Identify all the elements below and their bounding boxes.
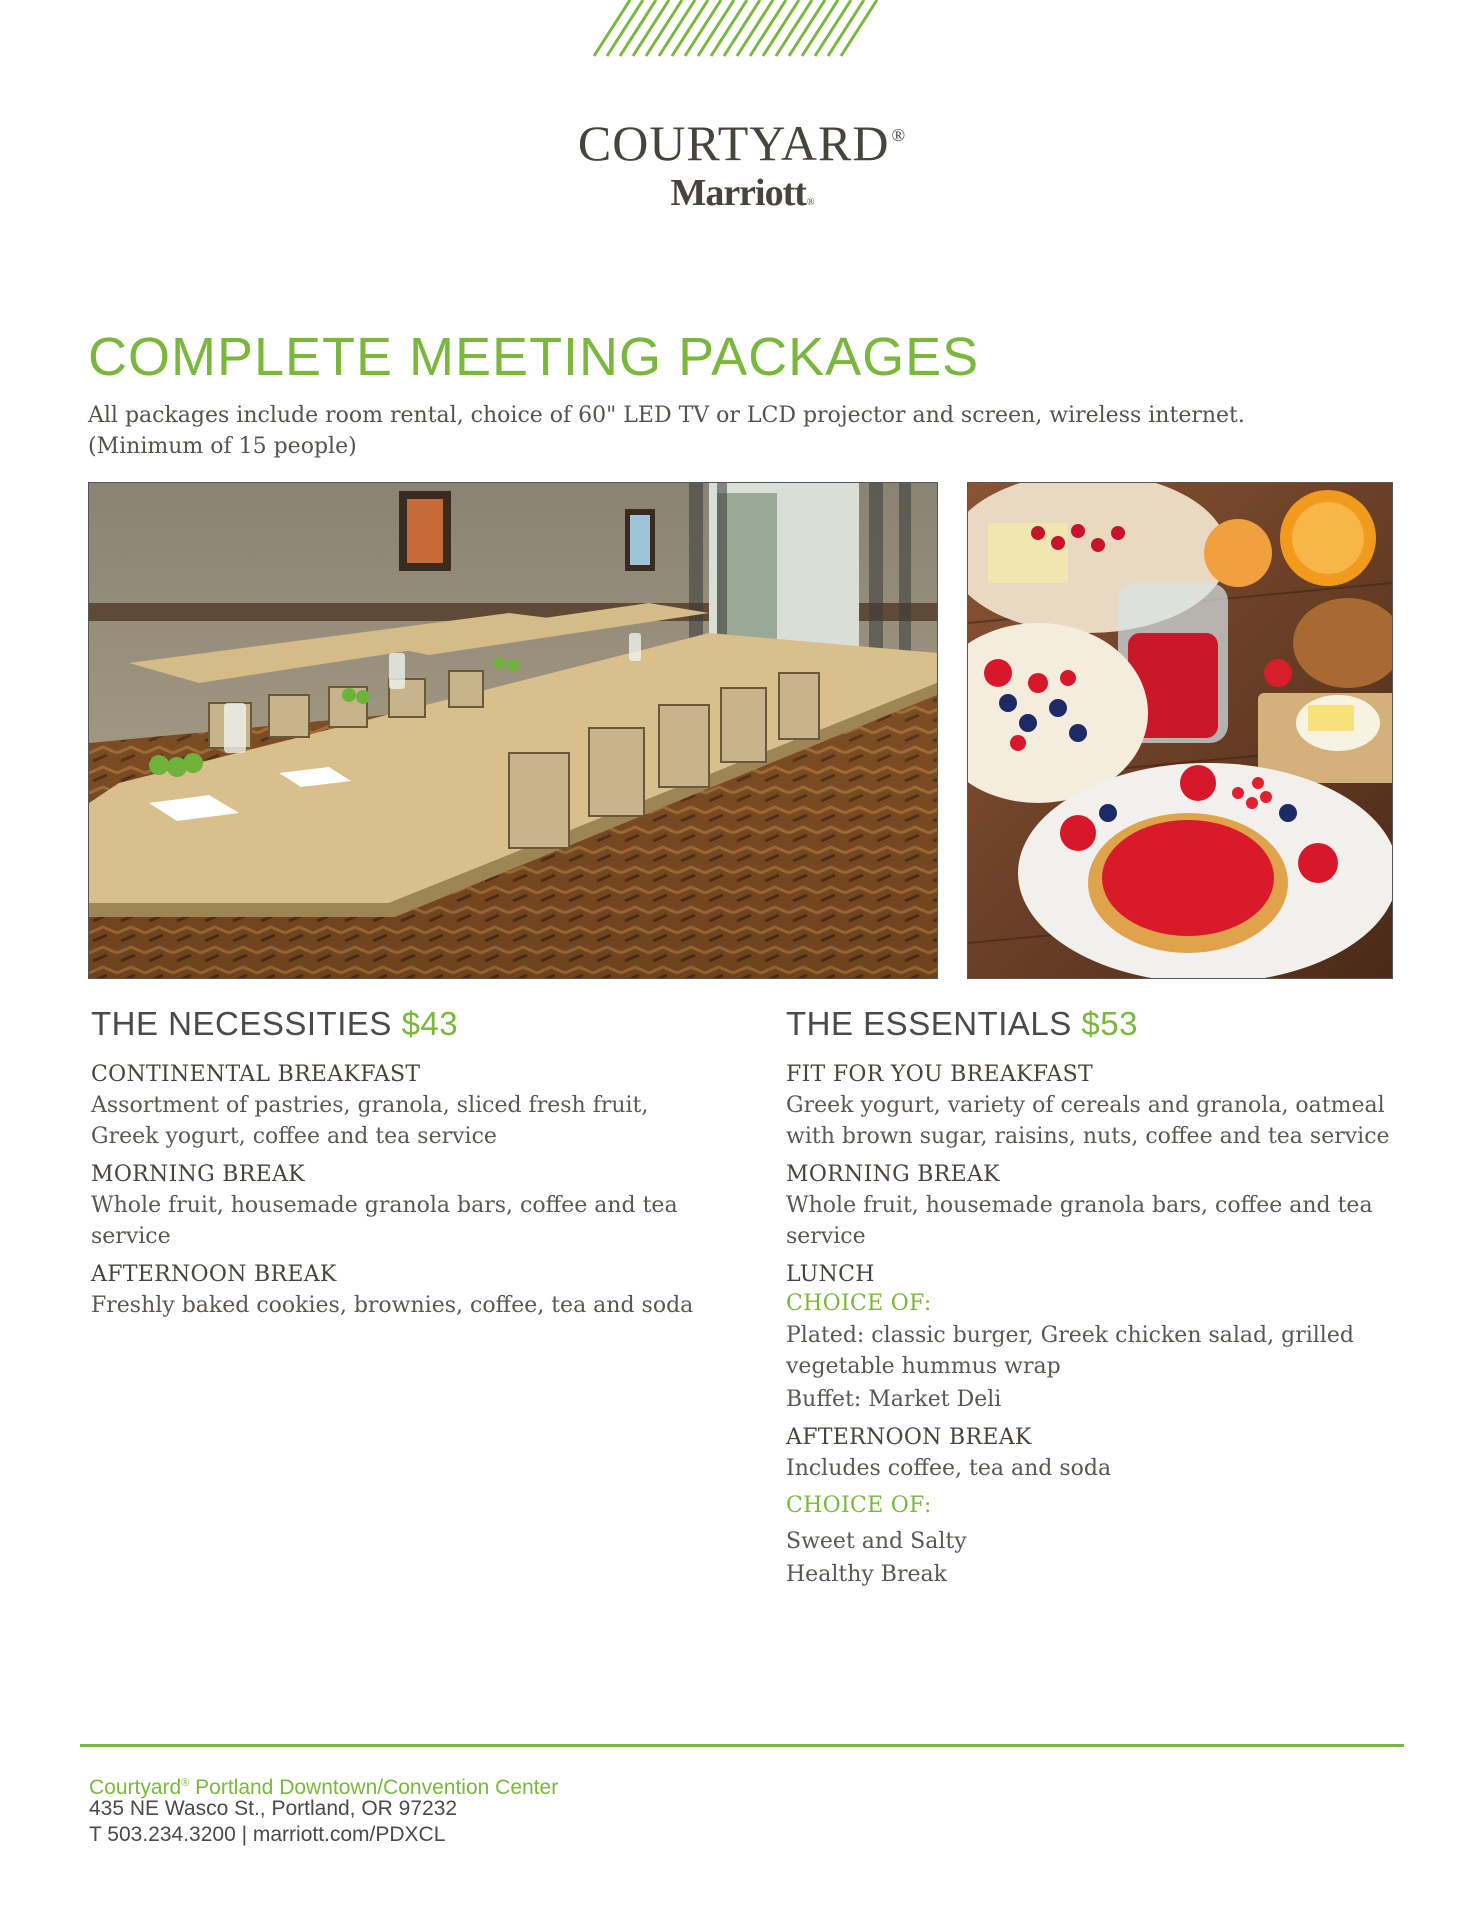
package-essentials bbox=[786, 1006, 1406, 1598]
brand-logo-sub bbox=[0, 174, 1484, 212]
section-heading: AFTERNOON BREAK bbox=[786, 1425, 1032, 1451]
intro-line-1: All packages include room rental, choice of 60" LED TV or LCD projector and screen, wireless internet. bbox=[88, 403, 1245, 428]
page-title: COMPLETE MEETING PACKAGES bbox=[88, 327, 980, 387]
section-text: Whole fruit, housemade granola bars, coffee and tea service bbox=[91, 1193, 678, 1250]
package-name: THE NECESSITIES bbox=[91, 1005, 392, 1042]
package-necessities bbox=[91, 1006, 711, 1329]
section-text: Includes coffee, tea and soda bbox=[786, 1456, 1112, 1482]
footer-contact: T 503.234.3200 | marriott.com/PDXCL bbox=[89, 1823, 446, 1846]
intro-line-2: (Minimum of 15 people) bbox=[88, 434, 357, 459]
brand-logo-wordmark bbox=[0, 115, 1484, 171]
intro-text bbox=[88, 400, 1388, 462]
option-item: Healthy Break bbox=[786, 1562, 947, 1588]
registered-mark: ® bbox=[891, 125, 907, 145]
section-text: Whole fruit, housemade granola bars, coffee and tea service bbox=[786, 1193, 1373, 1250]
section-text: Buffet: Market Deli bbox=[786, 1387, 1002, 1413]
meeting-room-photo bbox=[88, 482, 938, 979]
section-heading: MORNING BREAK bbox=[91, 1162, 305, 1188]
footer-hotel-prefix: Courtyard bbox=[89, 1776, 182, 1799]
choice-label: CHOICE OF: bbox=[786, 1291, 932, 1317]
footer-address: 435 NE Wasco St., Portland, OR 97232 bbox=[89, 1797, 458, 1820]
package-title bbox=[786, 1006, 1406, 1042]
footer-registered-mark: ® bbox=[181, 1777, 190, 1789]
package-title bbox=[91, 1006, 711, 1042]
package-price: $43 bbox=[401, 1005, 459, 1042]
section-text: Greek yogurt, variety of cereals and granola, oatmeal with brown sugar, raisins, nuts, coffee and tea service bbox=[786, 1093, 1390, 1150]
brand-sub-mark: ® bbox=[806, 197, 814, 208]
package-price: $53 bbox=[1081, 1005, 1138, 1042]
section-text: Plated: classic burger, Greek chicken salad, grilled vegetable hummus wrap bbox=[786, 1323, 1354, 1380]
section-heading: CONTINENTAL BREAKFAST bbox=[91, 1062, 421, 1088]
section-text: Assortment of pastries, granola, sliced fresh fruit, Greek yogurt, coffee and tea service bbox=[91, 1093, 649, 1150]
section-heading: LUNCH bbox=[786, 1262, 875, 1288]
footer-divider bbox=[80, 1744, 1404, 1747]
section-text: Freshly baked cookies, brownies, coffee, tea and soda bbox=[91, 1293, 694, 1319]
section-heading: FIT FOR YOU BREAKFAST bbox=[786, 1062, 1093, 1088]
section-heading: AFTERNOON BREAK bbox=[91, 1262, 337, 1288]
brand-name: COURTYARD bbox=[577, 115, 890, 171]
breakfast-photo bbox=[967, 482, 1393, 979]
decorative-stripes bbox=[590, 0, 900, 58]
brand-sub: Marriott bbox=[670, 172, 806, 214]
choice-label: CHOICE OF: bbox=[786, 1493, 932, 1519]
option-item: Sweet and Salty bbox=[786, 1529, 967, 1555]
section-heading: MORNING BREAK bbox=[786, 1162, 1000, 1188]
package-name: THE ESSENTIALS bbox=[786, 1005, 1072, 1042]
footer-hotel-suffix: Portland Downtown/Convention Center bbox=[189, 1776, 559, 1799]
